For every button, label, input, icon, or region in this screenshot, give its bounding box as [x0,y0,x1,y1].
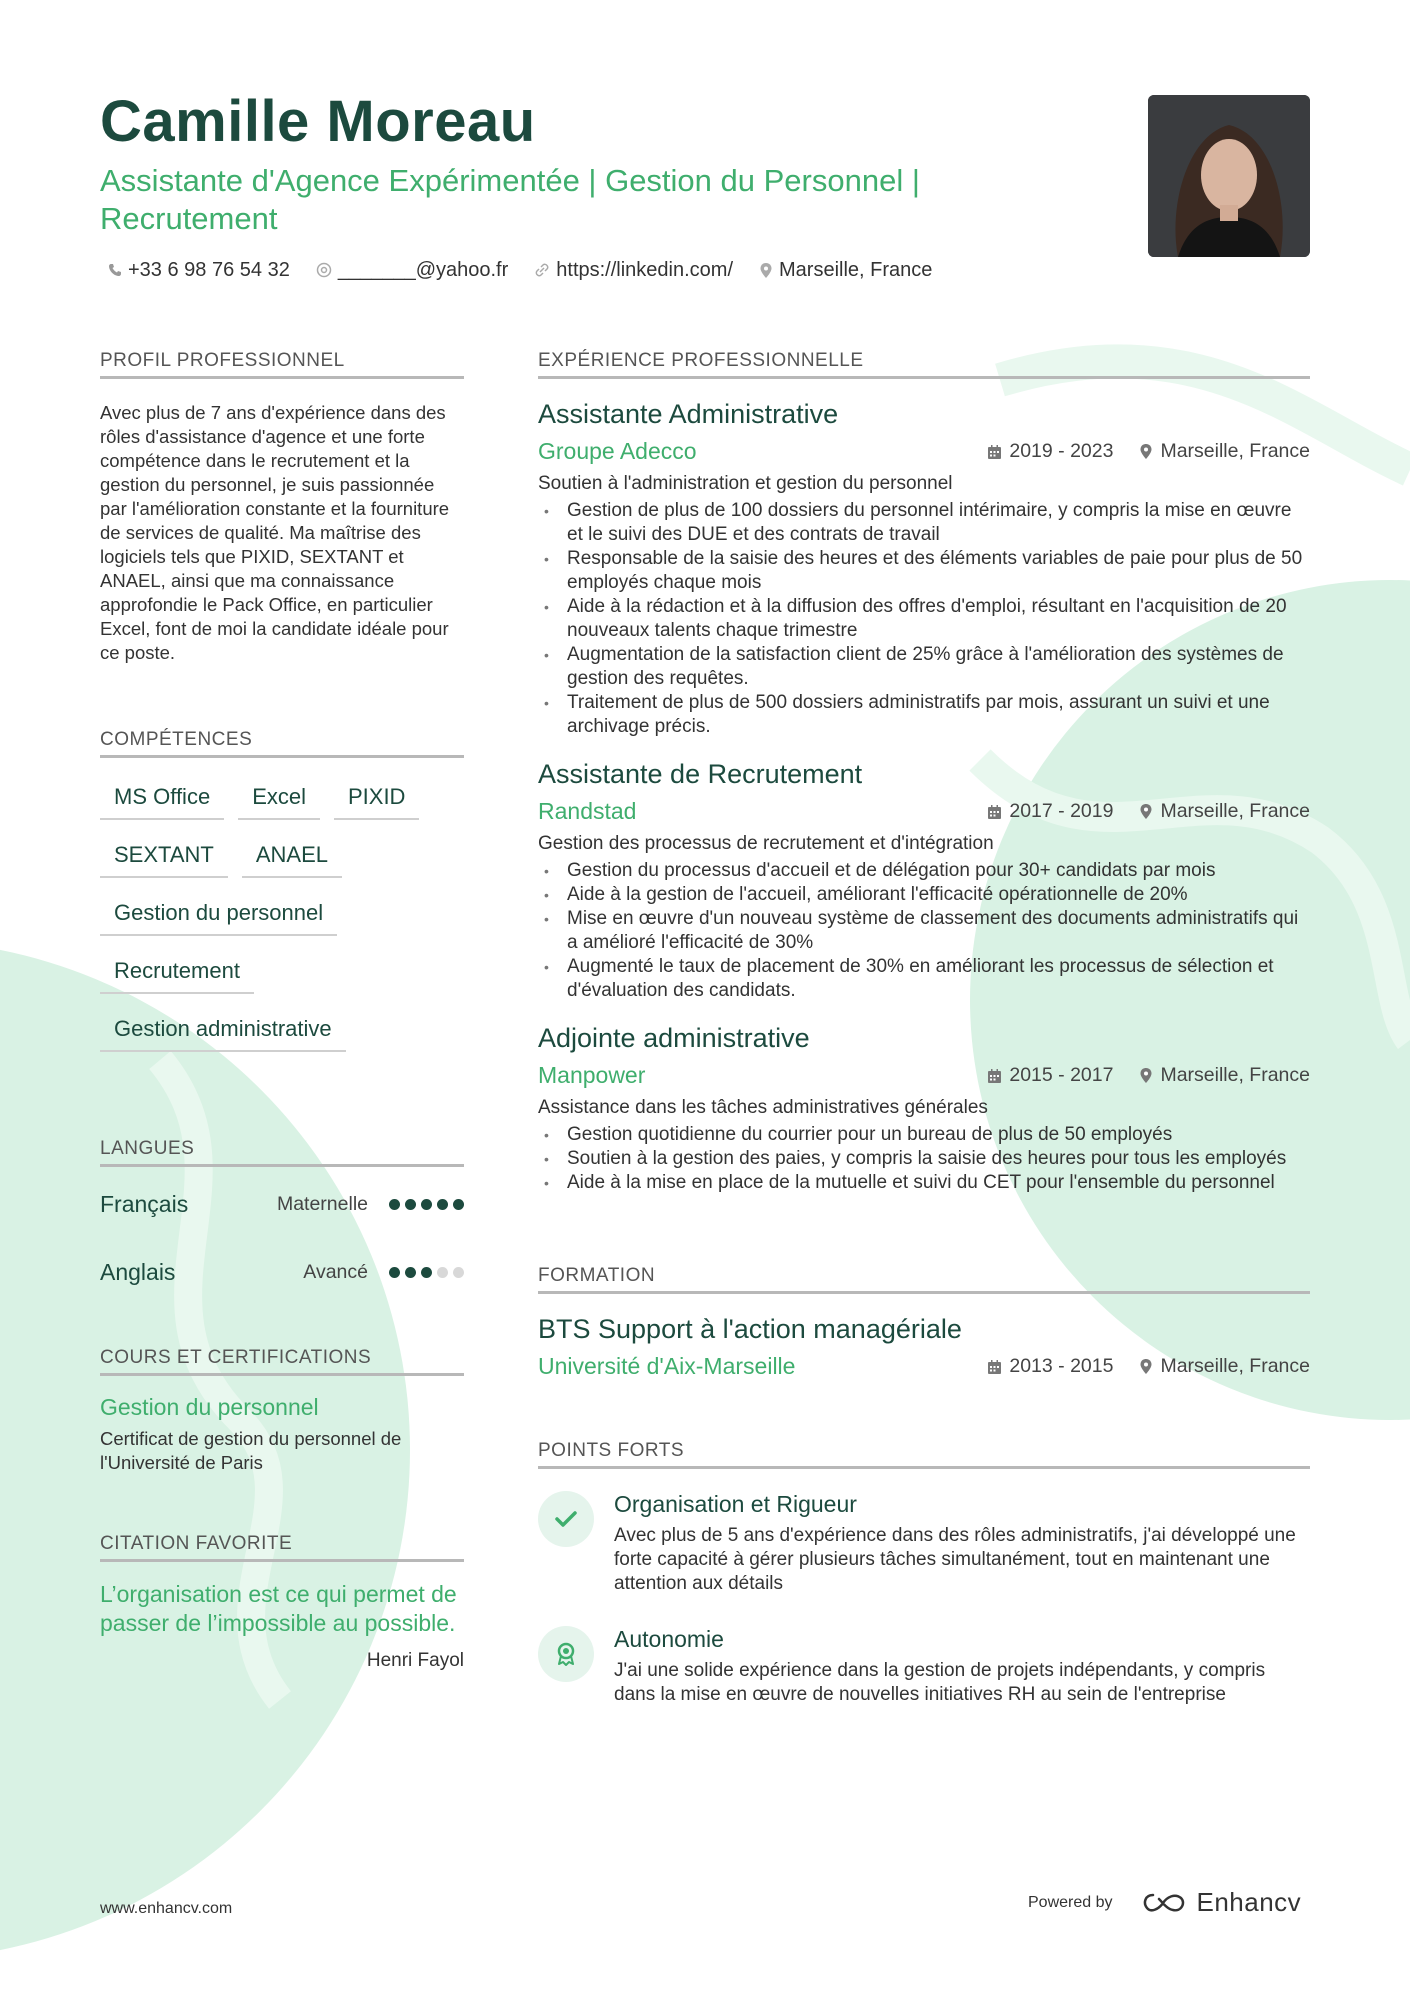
certification-desc: Certificat de gestion du personnel de l'Université de Paris [100,1428,402,1473]
experience-section [538,350,1310,1195]
section-title: POINTS FORTS [538,1440,1310,1469]
certifications-section [100,1347,464,1475]
language-rating [384,1267,464,1278]
calendar-icon [987,1359,1002,1375]
experience-item [538,1023,1310,1195]
contact-email[interactable] [316,259,508,282]
job-dates: 2019 - 2023 [1009,440,1114,462]
award-icon [538,1626,594,1682]
list-item: • Augmentation de la satisfaction client de 25% grâce à l'amélioration des systèmes de gestion des requêtes. [538,643,1310,691]
education-location: Marseille, France [1160,1355,1310,1377]
strength-item [538,1491,1310,1596]
rating-dot-filled [453,1199,464,1210]
skills-list [100,778,464,1068]
location-pin-icon [759,262,773,279]
at-icon [316,262,332,278]
rating-dot-filled [421,1267,432,1278]
experience-item [538,759,1310,1003]
left-column [100,350,464,1672]
job-description: Assistance dans les tâches administratives générales [538,1097,988,1118]
profile-text: Avec plus de 7 ans d'expérience dans des rôles d'assistance d'agence et une forte compétence dans le recrutement et la gestion du personnel, je suis passionnée par l'amélioration constante et la fourniture de services de qualité. Ma maîtrise des logiciels tels que PIXID, SEXTANT et ANAEL, ainsi que ma connaissance approfondie le Pack Office, en particulier Excel, font de moi la candidate idéale pour ce poste. [100,402,450,663]
rating-dot-empty [437,1267,448,1278]
phone-icon [108,263,122,277]
section-title: COURS ET CERTIFICATIONS [100,1347,464,1376]
right-column [538,350,1310,1707]
section-title: LANGUES [100,1138,464,1167]
strength-desc: J'ai une solide expérience dans la gestion de projets indépendants, y compris dans la mise en œuvre de nouvelles initiatives RH au sein de l'entreprise [614,1660,1266,1705]
rating-dot-empty [453,1267,464,1278]
contact-phone[interactable] [108,259,290,282]
list-item: • Responsable de la saisie des heures et des éléments variables de paie pour plus de 50 employés chaque mois [538,547,1310,595]
headline: Assistante d'Agence Expérimentée | Gestion du Personnel | Recrutement [100,163,920,236]
list-item: • Soutien à la gestion des paies, y compris la saisie des heures pour tous les employés [538,1147,1310,1171]
list-item: • Gestion du processus d'accueil et de délégation pour 30+ candidats par mois [538,859,1310,883]
rating-dot-filled [405,1199,416,1210]
contact-linkedin[interactable] [534,259,733,282]
section-title: EXPÉRIENCE PROFESSIONNELLE [538,350,1310,379]
skill-tag: Gestion du personnel [100,894,337,936]
calendar-icon [987,1068,1002,1084]
list-item: • Aide à la gestion de l'accueil, améliorant l'efficacité opérationnelle de 20% [538,883,1310,907]
school-name: Université d'Aix-Marseille [538,1353,796,1379]
skill-tag: SEXTANT [100,836,228,878]
footer-website[interactable]: www.enhancv.com [100,1900,233,1917]
certification-title: Gestion du personnel [100,1394,319,1420]
list-item: • Gestion quotidienne du courrier pour un bureau de plus de 50 employés [538,1123,1310,1147]
powered-by-label: Powered by [1028,1893,1113,1911]
job-bullets [538,859,1310,1003]
language-name: Français [100,1190,189,1217]
list-item: • Aide à la rédaction et à la diffusion des offres d'emploi, résultant en l'acquisition de 20 nouveaux talents chaque trimestre [538,595,1310,643]
rating-dot-filled [421,1199,432,1210]
skill-tag: PIXID [334,778,419,820]
job-description: Gestion des processus de recrutement et d'intégration [538,833,994,854]
rating-dot-filled [437,1199,448,1210]
location-text: Marseille, France [779,258,933,281]
profile-photo [1148,95,1310,257]
language-row [100,1255,464,1289]
job-title: Assistante Administrative [538,399,839,429]
skill-tag: Excel [238,778,320,820]
job-bullets [538,1123,1310,1195]
strength-title: Autonomie [614,1626,724,1652]
job-description: Soutien à l'administration et gestion du personnel [538,473,953,494]
location-pin-icon [1139,1358,1153,1375]
company-name: Manpower [538,1062,646,1088]
location-pin-icon [1139,443,1153,460]
location-pin-icon [1139,1067,1153,1084]
skill-tag: Gestion administrative [100,1010,346,1052]
skill-tag: Recrutement [100,952,254,994]
language-level: Avancé [303,1260,368,1283]
quote-section [100,1533,464,1672]
job-location: Marseille, France [1160,440,1310,462]
job-location: Marseille, France [1160,1064,1310,1086]
rating-dot-filled [389,1199,400,1210]
section-title: PROFIL PROFESSIONNEL [100,350,464,379]
strength-title: Organisation et Rigueur [614,1491,857,1517]
footer-branding [1028,1887,1301,1918]
link-icon [534,262,550,278]
list-item: • Mise en œuvre d'un nouveau système de classement des documents administratifs qui a amélioré l'efficacité de 30% [538,907,1310,955]
job-dates: 2015 - 2017 [1009,1064,1114,1086]
skill-tag: ANAEL [242,836,342,878]
quote-author: Henri Fayol [366,1650,464,1671]
skills-section [100,729,464,1068]
section-title: FORMATION [538,1265,1310,1294]
candidate-name: Camille Moreau [100,89,536,154]
education-dates: 2013 - 2015 [1009,1355,1114,1377]
rating-dot-filled [405,1267,416,1278]
contact-bar [108,257,958,283]
language-row [100,1187,464,1221]
job-title: Assistante de Recrutement [538,759,863,789]
rating-dot-filled [389,1267,400,1278]
list-item: • Traitement de plus de 500 dossiers administratifs par mois, assurant un suivi et une archivage précis. [538,691,1310,739]
calendar-icon [987,804,1002,820]
strengths-section [538,1440,1310,1707]
job-bullets [538,499,1310,739]
location-pin-icon [1139,803,1153,820]
calendar-icon [987,444,1002,460]
language-rating [384,1199,464,1210]
check-icon [538,1491,594,1547]
education-section [538,1265,1310,1380]
linkedin-text: https://linkedin.com/ [556,258,734,281]
quote-text: L’organisation est ce qui permet de passer de l’impossible au possible. [100,1581,457,1636]
section-title: CITATION FAVORITE [100,1533,464,1562]
strength-item [538,1626,1310,1707]
experience-item [538,399,1310,739]
languages-section [100,1138,464,1289]
contact-location [759,259,932,282]
list-item: • Aide à la mise en place de la mutuelle et suivi du CET pour l'ensemble du personnel [538,1171,1310,1195]
skill-tag: MS Office [100,778,224,820]
phone-text: +33 6 98 76 54 32 [128,258,290,281]
brand-name: Enhancv [1196,1887,1302,1917]
company-name: Groupe Adecco [538,438,697,464]
section-title: COMPÉTENCES [100,729,464,758]
language-level: Maternelle [276,1192,368,1215]
job-location: Marseille, France [1160,800,1310,822]
list-item: • Gestion de plus de 100 dossiers du personnel intérimaire, y compris la mise en œuvre et le suivi des DUE et des contrats de travail [538,499,1310,547]
strength-desc: Avec plus de 5 ans d'expérience dans des rôles administratifs, j'ai développé une forte capacité à gérer plusieurs tâches simultanément, tout en maintenant une attention aux détails [614,1525,1296,1594]
enhancv-logo-icon [1141,1891,1187,1915]
email-text: _______@yahoo.fr [337,258,509,281]
language-name: Anglais [100,1258,176,1285]
job-dates: 2017 - 2019 [1009,800,1114,822]
profile-section [100,350,464,665]
job-title: Adjointe administrative [538,1023,810,1053]
list-item: • Augmenté le taux de placement de 30% en améliorant les processus de sélection et d'évaluation des candidats. [538,955,1310,1003]
degree-title: BTS Support à l'action managériale [538,1314,962,1344]
company-name: Randstad [538,798,637,824]
